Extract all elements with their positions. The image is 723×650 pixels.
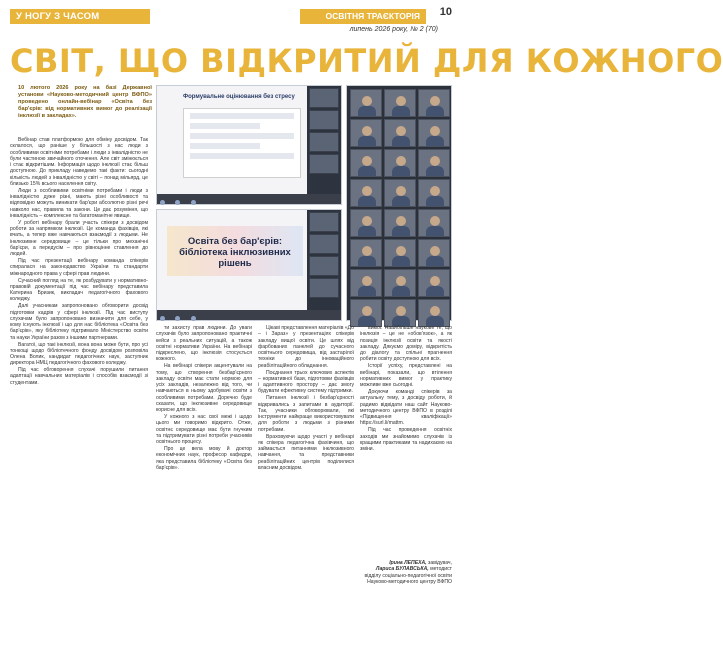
slide-line (190, 133, 294, 139)
participant-tile (309, 212, 339, 232)
paragraph: Цікаві представлення матеріалів «До – і Зараз» у презентаціях спікерів закладу вищої освіти. Це шлях від фарбованих панелей до сучасного освітнього середовища, від застарілої техніки до інноваційного реабілітаційного обладнання. (258, 325, 354, 369)
participant-tile (309, 110, 339, 130)
slide-body (183, 108, 301, 178)
article-column-4 (360, 325, 452, 557)
participant-video (350, 239, 382, 267)
participant-video (418, 239, 450, 267)
paragraph: У кожного з нас свої межі і щодо цього ми говоримо відкрито. Отже, освітнє середовище має бути гнучким та підтримувати різні потреби учасників освітнього процесу. (156, 414, 252, 446)
participant-tile (309, 256, 339, 276)
mic-icon (160, 200, 165, 205)
participant-video (384, 119, 416, 147)
participant-video (384, 239, 416, 267)
page-header (0, 0, 460, 33)
paragraph: вимог. Наайбільше наукове те, що інклюзія – це не «обов'язок», а як позиція інклюзії освіти та якості закладу. Дякуємо доміру, відкритість до діалогу та спільні прагнення робити освіту доступною для всіх. (360, 325, 452, 363)
paragraph: Поєднання трьох ключових аспектів – нормативної бази, підготовки фахівців і адаптивного простору – дає змогу будувати ефективну систему підтримки. (258, 369, 354, 395)
meeting-toolbar (157, 310, 341, 320)
participant-video (384, 179, 416, 207)
slide-line (190, 123, 260, 129)
meeting-toolbar (157, 194, 341, 204)
participant-video (350, 209, 382, 237)
paragraph: Люди з особливими освітніми потребами і люди з інвалідністю дуже різні, мають різні особливості та відповідно можуть виникати бар'єри абсолютно різні речі навколо нас, правила та закони. Це дає розуміння, що інвалідність – комплексне та багатоманітне явище. (10, 187, 148, 220)
slide-title: Формувальне оцінювання без стресу (183, 94, 295, 100)
participant-video (350, 299, 382, 327)
paragraph: Далі учасникам запропоновано обговорити досвід підготовки кадрів у сфері інклюзії. Під час виступу слухачам було запропоновано визначити для себе, у кому існують інклюзії і що для нас бібліотека «Освіта без бар'єрів», яку бібліотеку підтримало Міністерство освіти та науки України разом з іншими партнерами. (10, 303, 148, 341)
participant-tile (309, 88, 339, 108)
participant-video (418, 269, 450, 297)
participant-video (350, 89, 382, 117)
participant-video (350, 119, 382, 147)
article-headline: СВІТ, ЩО ВІДКРИТИЙ ДЛЯ КОЖНОГО (10, 42, 723, 80)
slide-line (190, 153, 294, 159)
participant-video (384, 89, 416, 117)
participant-video (350, 179, 382, 207)
paragraph: Під час обговорення слухачі порушили питання адаптації навчальних матеріалів і способів взаємодії зі студентами. (10, 367, 148, 386)
participant-video (384, 149, 416, 177)
paragraph: Під час проведення освітніх заходів ми знайомимо слухачів із кращими практиками та надихаємо на зміни. (360, 427, 452, 453)
author-name: Ірина ЛЕПЕХА, (389, 560, 427, 566)
rubric-label: У НОГУ З ЧАСОМ (10, 9, 150, 24)
paragraph: Про це вела мову й доктор економічних наук, професор кафедри, яка представила бібліотеку «Освіта без бар'єрів». (156, 446, 252, 472)
participant-tile (309, 154, 339, 174)
participant-video (418, 209, 450, 237)
author-signoff (360, 560, 452, 586)
participant-video (384, 299, 416, 327)
camera-icon (175, 316, 180, 321)
paragraph: Під час презентації вебінару команда спікерів спиралася на законодавство України та стандарти міжнародного права у сфері прав людини. (10, 258, 148, 277)
paragraph: Враховуючи щодо участі у вебінарі як спікера педагогічна фахівчиня, що займається питаннями інклюзивного навчання, та представники реабілітаційних центрів поділилися власним досвідом. (258, 433, 354, 472)
article-lead: 10 лютого 2026 року на базі Державної установи «Науково-методичний центр ВФПО» проведено онлайн-вебінар «Освіта без бар'єрів: від нормативних вимог до реалізації інклюзії в закладах». (18, 85, 152, 119)
participant-video (418, 89, 450, 117)
author-name: Лариса БУЛАВСЬКА, (375, 566, 429, 573)
paragraph: Історії успіху, представлені на вебінарі, показали, що втілення нормативних вимог у практику можливе вже сьогодні. (360, 363, 452, 389)
participant-video (384, 209, 416, 237)
participant-video (384, 269, 416, 297)
issue-label: липень 2026 року, № 2 (70) (349, 26, 438, 33)
paragraph: У роботі вебінару брали участь спікери з досвідом роботи за напрямком інклюзії. Це команда фахівців, які вчать, а тепер вже навчаються взаємодії з людьми. Не інклюзивне середовище – це тільки про механічні бар'єри, а передусім – про рівноцінне ставлення до людей. (10, 219, 148, 258)
article-column-1 (10, 137, 148, 640)
paragraph: Сучасний погляд на те, як розбудувати у нормативно-правовій документації під час вебінару представила Катерина Бризик, викладач педагогічного фахового коледжу. (10, 277, 148, 303)
participant-strip (307, 210, 341, 320)
participant-tile (309, 132, 339, 152)
paragraph: Вагатої, що такі інклюзії, вона вона може бути, про усі тонкощі щодо бібліотечного фонду досвідом розповіла Олена Волик, кандидат педагогічних наук, заступник директора НМЦ педагогічного фахового коледжу. (10, 341, 148, 367)
page-number: 10 (439, 6, 452, 18)
author-role: завідувач, (428, 560, 452, 566)
participant-video (418, 149, 450, 177)
mic-icon (160, 316, 165, 321)
library-title: Освіта без бар'єрів: бібліотека інклюзивних рішень (179, 236, 291, 269)
participant-video (418, 119, 450, 147)
paragraph: Вебінар став платформою для обміну досвідом. Так склалося, що раніше у більшості з нас люди з особливими освітніми потребами і люди з інвалідністю не були частиною звичайного оточення. Але світ змінюється і стає відкритішим. Інформація щодо інклюзії стає більш доступною. До прикладу наведемо такі факти: сьогодні кількість людей з інвалідністю у світі – понад мільярд, це близько 15% всього населення світу. (10, 137, 148, 188)
participant-video (350, 149, 382, 177)
gallery-grid (349, 88, 451, 328)
paragraph: Питання інклюзії і безбар'єрності відкривались з запитами в аудиторії. Так, учасники обговорювали, які інструменти найкраще використовувати для роботи з людьми з різними потребами. (258, 395, 354, 433)
participant-tile (309, 278, 339, 298)
paragraph: ти захисту прав людини. До уваги слухачів було запропоновано практичні кейси з реальних ситуацій, а також освітні нормативи України. На вебінарі підкреслено, що інклюзія стосується кожного. (156, 325, 252, 363)
camera-icon (175, 200, 180, 205)
paragraph: На вебінарі спікери акцентували на тому, що створення безбар'єрного закладу освіти має стати нормою для усіх закладів, незалежно від того, чи навчаються в ньому здобувачі освіти з особливими потребами. Доречно буде сказати, що інклюзивне середовище корисне для всіх. (156, 363, 252, 414)
slide-line (190, 143, 260, 149)
share-icon (191, 316, 196, 321)
author-role: методист відділу соціально-педагогічної освіти Науково-методичного центру ВФПО (364, 566, 452, 586)
participant-video (418, 179, 450, 207)
participant-tile (309, 234, 339, 254)
participant-video (350, 269, 382, 297)
webinar-screenshot-slide (156, 85, 342, 205)
paragraph: Докуючи команді спікерів за актуальну тему, з досвіду роботи, й радимо відвідати наш сайт Науково-методичного центру ВФПО в розділі «Підвищення кваліфікації» https://surl.li/mattm. (360, 388, 452, 427)
participant-strip (307, 86, 341, 204)
participant-video (418, 299, 450, 327)
journal-title: ОСВІТНЯ ТРАЄКТОРІЯ (300, 9, 426, 24)
webinar-participant-gallery (346, 85, 452, 321)
article-column-3 (258, 325, 354, 640)
slide-line (190, 113, 294, 119)
share-icon (191, 200, 196, 205)
article-column-2 (156, 325, 252, 640)
webinar-screenshot-library (156, 209, 342, 321)
